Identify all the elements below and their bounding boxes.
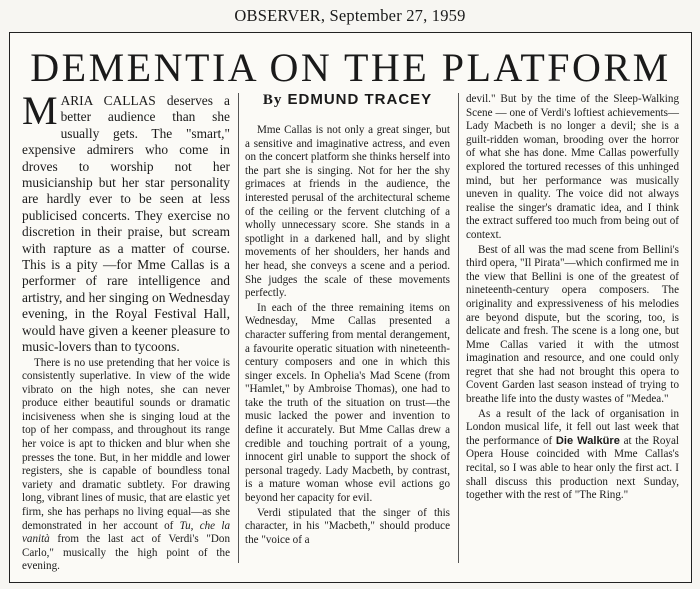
- lead-paragraph: [22, 88, 230, 356]
- paragraph-text: at the Royal Opera House coincided with Mme Callas's recital, so I was able to hear only the first act. I shall discuss this production next Sunday, together with the rest of "The Ring.": [466, 434, 679, 502]
- italic-title: Tu, che la vanità: [22, 519, 230, 546]
- byline-author: EDMUND TRACEY: [287, 91, 433, 108]
- paragraph: In each of the three remaining items on Wednesday, Mme Callas presented a character suffering from mental derangement, a favourite operatic situation with nineteenth-century composers and one in which this singer excels. In Ophelia's Mad Scene (from "Hamlet," by Ambroise Thomas), one had to take the truth of the situation on trust—the music lacked the power and invention to define it accurately. But Mme Callas drew a credible and touching portrait of a young, innocent girl unable to support the shock of personal tragedy. Lady Macbeth, by contrast, is a mature woman whose evil actions go beyond her capacity for evil.: [245, 301, 450, 505]
- byline-by: By: [262, 92, 283, 108]
- column-rule-left: [238, 93, 239, 563]
- source-line: OBSERVER, September 27, 1959: [234, 6, 466, 25]
- byline: [245, 91, 450, 109]
- paragraph-text: There is no use pretending that her voice is consistently superlative. In view of the wide vibrato on the high notes, she can never produce either beautiful sounds or dramatic incisiveness when she is singing loud at the top of her compass, and throughout its range her voice is apt to thicken and blur when she presses the tone. But, in her middle and lower registers, she is capable of boundless tonal variety and dramatic subtlety. For drawing long, vibrant lines of music, that are elastic yet firm, she has perhaps no living equal—as she demonstrated in her account of: [22, 356, 230, 532]
- column-3: [466, 93, 679, 503]
- paragraph: [466, 408, 679, 503]
- lead-text: ARIA CALLAS deserves a better audience than she usually gets. The "smart," expensive admirers who come in droves to worship not her musicianship but her star personality are hardly ever to be seen at less publicised concerts. They exercise no discretion in their praise, but scream with rapture as a matter of course. This is a pity —for Mme Callas is a performer of rare intelligence and artistry, and her singing on Wednesday evening, in the Royal Festival Hall, would have given a keener pleasure to music-lovers than to tycoons.: [22, 93, 230, 355]
- column-2: [245, 124, 450, 547]
- headline: DEMENTIA ON THE PLATFORM: [30, 45, 671, 90]
- paragraph-text: from the last act of Verdi's "Don Carlo," musically the high point of the evening.: [22, 533, 230, 573]
- column-rule-right: [458, 93, 459, 563]
- paragraph: [22, 357, 230, 575]
- bold-title: Die Walküre: [555, 434, 620, 447]
- paragraph: devil." But by the time of the Sleep-Walking Scene — one of Verdi's loftiest achievements—Lady Macbeth is no longer a devil; she is a guilt-ridden woman, brooding over the horror of what she has done. Mme Callas powerfully explored the tortured recesses of this unhinged mind, but her performance was musically uneven in quality. The voice did not always realise the singer's dramatic idea, and I think the extract suffered too much from being out of context.: [466, 93, 679, 241]
- paragraph: Mme Callas is not only a great singer, but a sensitive and imaginative actress, and even on the concert platform she thinks herself into the part she is singing. Not for her the shy grimaces at friends in the audience, the interested perusal of the architectural scheme of the ceiling or the fervent clutching of a wholly unnecessary score. She stands in a spotlight in a darkened hall, and by slight movements of her shoulders, her hands and her head, she conveys a scene and a period. She judges the scale of these movements perfectly.: [245, 124, 450, 300]
- column-1: [22, 88, 230, 574]
- paragraph: Verdi stipulated that the singer of this character, in his "Macbeth," should produce the "voice of a: [245, 506, 450, 546]
- drop-cap: M: [22, 88, 58, 133]
- paragraph-text: As a result of the lack of organisation in London musical life, it fell out last week that the performance of: [466, 407, 679, 447]
- paragraph: Best of all was the mad scene from Bellini's third opera, "Il Pirata"—which confirmed me in the view that Bellini is one of the greatest of nineteenth-century opera composers. The originality and expressiveness of his melodies are beyond dispute, but the scoring, too, is delicate and fresh. The scene is a long one, but Mme Callas varied it with the utmost imagination and resource, and one could only regret that she had not brought this opera to Covent Garden last season instead of trying to breathe life into the dusty wastes of "Medea.": [466, 243, 679, 406]
